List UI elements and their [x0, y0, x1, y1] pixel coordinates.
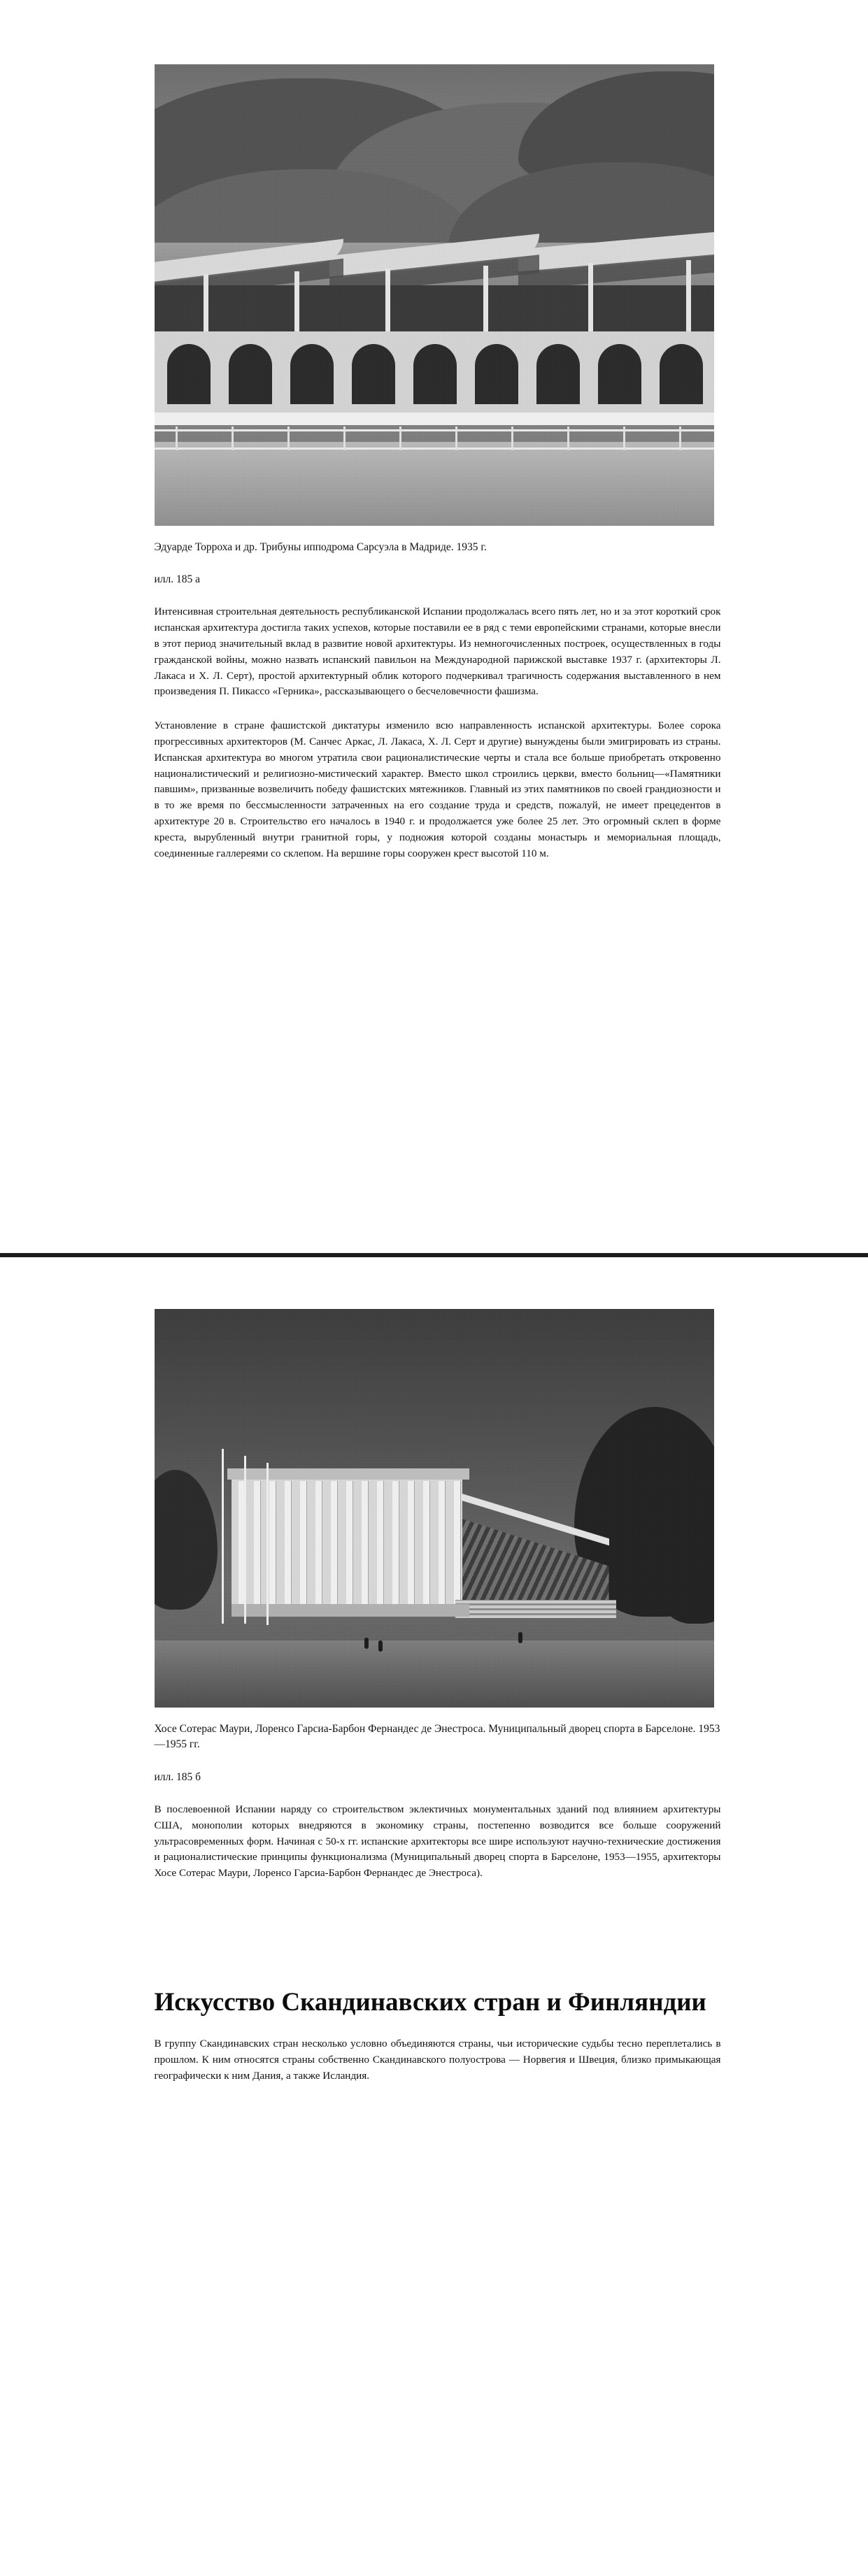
page-2-content: [50, 1309, 819, 2084]
photo-film-grain: [155, 64, 714, 526]
photo-film-grain: [155, 1309, 714, 1708]
chapter-body-paragraph: В группу Скандинавских стран несколько условно объединяются страны, чьи исторические судьбы тесно переплетались в прошлом. К ним относятся страны собственно Скандинавского полуострова — Норвегия и Швеция, близко примыкающая географически к ним Дания, а также Исландия.: [154, 2038, 721, 2082]
document-page-2: [0, 1309, 868, 2576]
hippodrome-grandstand-photo: [155, 64, 714, 526]
page-divider: [0, 1253, 868, 1257]
page-1-content: [50, 64, 819, 861]
body-paragraph: В послевоенной Испании наряду со строительством эклектичных монументальных зданий под влиянием архитектуры США, монополии которых внедряются в экономику страны, постепенно возводится все больше сооружений ультрасовременных форм. Начиная с 50-х гг. испанские архитекторы все шире используют научно-технические достижения и рационалистические принципы функционализма (Муниципальный дворец спорта в Барселоне, 1953—1955, архитекторы Хосе Сотерас Маури, Лоренсо Гарсиа-Барбон Фернандес де Энестроса).: [154, 1803, 721, 1880]
document-page-1: [0, 64, 868, 1253]
municipal-sports-palace-photo: [155, 1309, 714, 1708]
figure-illustration-number: илл. 185 б: [154, 1770, 201, 1783]
figure-illustration-number: илл. 185 а: [154, 573, 201, 586]
figure-caption: Эдуарде Торроха и др. Трибуны ипподрома Сарсуэла в Мадриде. 1935 г.: [154, 541, 487, 553]
figure-caption: Хосе Сотерас Маури, Лоренсо Гарсиа-Барбон Фернандес де Энестроса. Муниципальный дворец спорта в Барселоне. 1953—1955 гг.: [154, 1723, 720, 1751]
body-paragraph: Интенсивная строительная деятельность республиканской Испании продолжалась всего пять лет, но и за этот короткий срок испанская архитектура достигла таких успехов, которые поставили ее в ряд с теми европейскими странами, которые внесли в этот период значительный вклад в развитие новой архитектуры. Из немногочисленных построек, осуществленных в годы гражданской войны, можно назвать испанский павильон на Международной парижской выставке 1937 г. (архитекторы Л. Лакаса и Х. Л. Серт), простой архитектурный облик которого подчеркивал трагичность содержания выставленного в нем произведения П. Пикассо «Герника», рассказывающего о бесчеловечности фашизма.: [154, 606, 721, 698]
chapter-heading: Искусство Скандинавских стран и Финляндии: [154, 1987, 706, 2017]
body-paragraph: Установление в стране фашистской диктатуры изменило всю направленность испанской архитектуры. Более сорока прогрессивных архитекторов (М. Санчес Аркас, Л. Лакаса, Х. Л. Серт и другие) вынуждены были эмигрировать из страны. Испанская архитектура во многом утратила свои рационалистические черты и стала все больше приобретать откровенно националистический и религиозно-мистический характер. Вместо школ строились церкви, вместо больниц—«Памятники павшим», призванные возвеличить победу фашистских мятежников. Главный из этих памятников по своей грандиозности и в то же время по бессмысленности затраченных на его создание труда и средств, пожалуй, не имеет прецедентов в архитектуре 20 в. Строительство его началось в 1940 г. и продолжается уже более 25 лет. Это огромный склеп в форме креста, вырубленный внутри гранитной горы, у подножия которой созданы монастырь и мемориальная площадь, соединенные галлереями со склепом. На вершине горы сооружен крест высотой 110 м.: [154, 720, 721, 859]
